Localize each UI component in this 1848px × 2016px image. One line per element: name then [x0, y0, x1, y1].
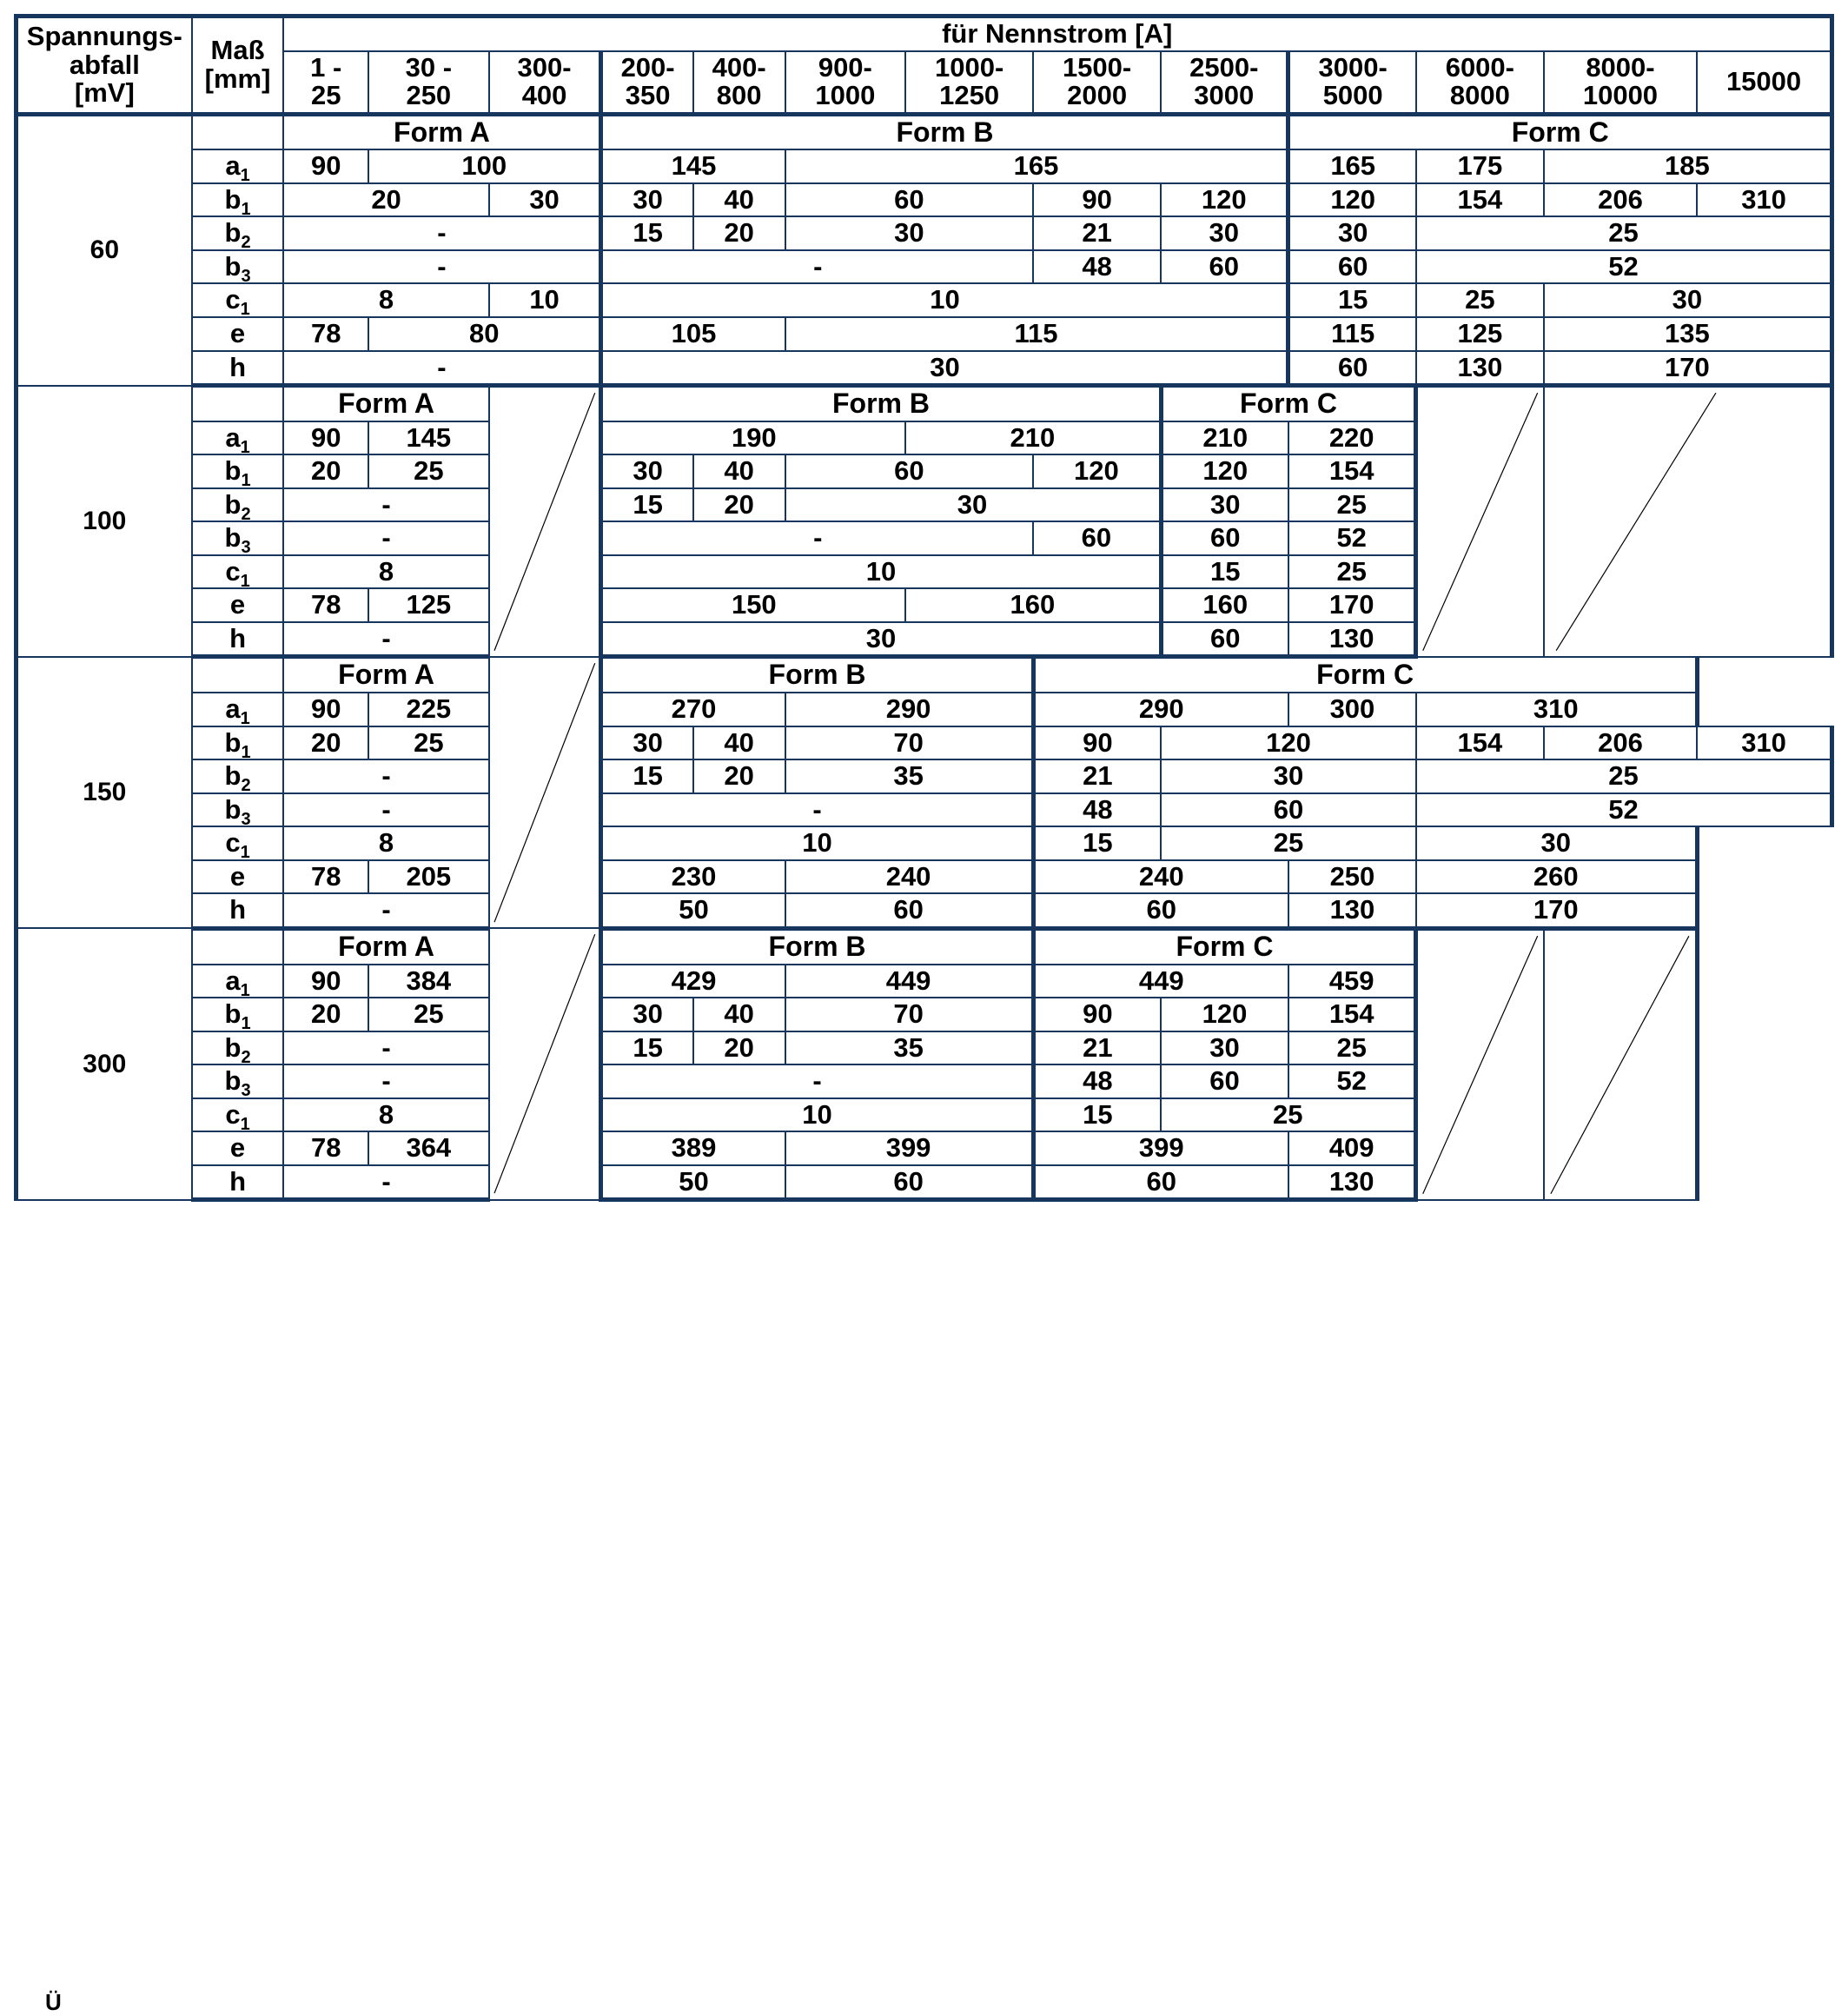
- footnote-text: Ü: [45, 1989, 62, 2015]
- cell-60-b1-7: 120: [1288, 183, 1416, 217]
- cell-100-c1-1: 10: [601, 555, 1161, 589]
- cell-150-c1-0: 8: [283, 826, 488, 860]
- cell-300-b2-6: 25: [1288, 1031, 1416, 1065]
- cell-150-e-2: 230: [601, 860, 785, 894]
- cell-300-h-0: -: [283, 1165, 488, 1200]
- cell-100-c1-0: 8: [283, 555, 488, 589]
- cell-150-e-5: 250: [1288, 860, 1416, 894]
- cell-150-b2-3: 35: [785, 759, 1034, 793]
- cell-60-h-3: 130: [1416, 351, 1544, 386]
- cell-100-b1-5: 120: [1033, 454, 1161, 488]
- cell-300-a1-5: 459: [1288, 965, 1416, 998]
- dim-label-a1: $a_1$: [192, 421, 284, 455]
- header-mass: [192, 17, 284, 115]
- cell-60-e-2: 105: [601, 317, 785, 351]
- dim-label-b2: $b_2$: [192, 759, 284, 793]
- header-spannungsabfall: [17, 17, 192, 115]
- cell-100-b1-4: 60: [785, 454, 1034, 488]
- form-a-label-300: Form A: [283, 928, 488, 964]
- cell-60-c1-4: 25: [1416, 283, 1544, 317]
- dim-label-b1: $b_1$: [192, 998, 284, 1031]
- cell-60-b1-9: 206: [1544, 183, 1697, 217]
- cell-300-b3-4: 52: [1288, 1064, 1416, 1098]
- cell-100-a1-3: 210: [905, 421, 1161, 455]
- cell-100-h-3: 130: [1288, 622, 1416, 657]
- cell-300-e-2: 389: [601, 1131, 785, 1165]
- cell-60-b3-4: 60: [1288, 250, 1416, 284]
- form-b-label-300: Form B: [601, 928, 1033, 964]
- cell-150-b1-4: 70: [785, 726, 1034, 760]
- cell-60-b2-0: -: [283, 216, 601, 250]
- table-header-row-2: [17, 51, 1832, 115]
- cell-100-b1-0: 20: [283, 454, 368, 488]
- cell-300-b3-3: 60: [1161, 1064, 1288, 1098]
- header-line-1: Spannungs-: [26, 21, 182, 51]
- row-e-150: [17, 860, 1832, 894]
- dim-label-c1: $c_1$: [192, 1098, 284, 1132]
- cell-150-b3-3: 60: [1161, 793, 1416, 827]
- cell-300-b2-0: -: [283, 1031, 488, 1065]
- cell-150-b2-0: -: [283, 759, 488, 793]
- voltage-label-300: 300: [17, 928, 192, 1199]
- cell-300-b2-1: 15: [601, 1031, 693, 1065]
- cell-60-b3-5: 52: [1416, 250, 1832, 284]
- form-row-spacer-60: [192, 114, 284, 149]
- cell-60-a1-2: 145: [601, 149, 785, 183]
- cell-150-c1-1: 10: [601, 826, 1033, 860]
- col-header-1000-1250: 1000- 1250: [905, 51, 1033, 115]
- cell-60-b2-4: 21: [1033, 216, 1161, 250]
- cell-150-b1-1: 25: [368, 726, 489, 760]
- cell-60-b2-7: 25: [1416, 216, 1832, 250]
- cell-150-c1-2: 15: [1033, 826, 1161, 860]
- cell-60-b1-2: 30: [601, 183, 693, 217]
- cell-60-c1-5: 30: [1544, 283, 1832, 317]
- cell-60-b1-10: 310: [1697, 183, 1831, 217]
- cell-300-a1-0: 90: [283, 965, 368, 998]
- dim-label-a1: $a_1$: [192, 965, 284, 998]
- cell-150-c1-4: 30: [1416, 826, 1697, 860]
- cell-60-b1-4: 60: [785, 183, 1034, 217]
- cell-60-b1-6: 120: [1161, 183, 1288, 217]
- header-mass-line-2: [mm]: [204, 63, 271, 94]
- block-300-form-row: [17, 928, 1832, 964]
- cell-150-h-0: -: [283, 893, 488, 928]
- cell-150-b1-9: 310: [1697, 726, 1831, 760]
- cell-60-b1-8: 154: [1416, 183, 1544, 217]
- cell-60-a1-1: 100: [368, 149, 601, 183]
- cell-300-a1-2: 429: [601, 965, 785, 998]
- row-b3-150: [17, 793, 1832, 827]
- form-b-label-150: Form B: [601, 657, 1033, 693]
- cell-150-a1-5: 300: [1288, 693, 1416, 726]
- cell-150-h-2: 60: [785, 893, 1034, 928]
- cell-100-b3-4: 52: [1288, 521, 1416, 555]
- form-c-label-100: Form C: [1161, 386, 1416, 421]
- cell-300-h-1: 50: [601, 1165, 785, 1200]
- cell-300-c1-1: 10: [601, 1098, 1033, 1132]
- cell-60-h-1: 30: [601, 351, 1288, 386]
- dim-label-e: e: [192, 860, 284, 894]
- cell-100-b1-1: 25: [368, 454, 489, 488]
- col-header-6000-8000: 6000- 8000: [1416, 51, 1544, 115]
- cell-300-a1-1: 384: [368, 965, 489, 998]
- na-diagonal-300-c: [1544, 928, 1697, 1199]
- table-header-row-1: [17, 17, 1832, 51]
- cell-300-b1-2: 30: [601, 998, 693, 1031]
- col-header-8000-10000: 8000- 10000: [1544, 51, 1697, 115]
- dim-label-h: h: [192, 893, 284, 928]
- dim-label-b3: $b_3$: [192, 250, 284, 284]
- col-header-900-1000: 900- 1000: [785, 51, 906, 115]
- dim-label-e: e: [192, 588, 284, 622]
- cell-300-c1-3: 25: [1161, 1098, 1416, 1132]
- cell-300-b1-7: 154: [1288, 998, 1416, 1031]
- cell-150-b2-1: 15: [601, 759, 693, 793]
- cell-150-e-6: 260: [1416, 860, 1697, 894]
- cell-100-b2-5: 25: [1288, 488, 1416, 522]
- cell-150-a1-4: 290: [1033, 693, 1288, 726]
- dim-label-b3: $b_3$: [192, 1064, 284, 1098]
- cell-60-c1-1: 10: [489, 283, 601, 317]
- col-header-1500-2000: 1500- 2000: [1033, 51, 1161, 115]
- dim-label-h: h: [192, 1165, 284, 1200]
- cell-300-b1-4: 70: [785, 998, 1034, 1031]
- cell-60-b1-1: 30: [489, 183, 601, 217]
- cell-300-b2-5: 30: [1161, 1031, 1288, 1065]
- dim-label-b1: $b_1$: [192, 726, 284, 760]
- cell-60-e-0: 78: [283, 317, 368, 351]
- cell-300-b1-0: 20: [283, 998, 368, 1031]
- cell-150-h-5: 170: [1416, 893, 1697, 928]
- cell-100-c1-2: 15: [1161, 555, 1288, 589]
- cell-300-b3-2: 48: [1033, 1064, 1161, 1098]
- cell-150-b1-6: 120: [1161, 726, 1416, 760]
- table-sheet: [0, 14, 1848, 2014]
- form-a-label-150: Form A: [283, 657, 488, 693]
- cell-100-a1-1: 145: [368, 421, 489, 455]
- cell-150-b2-2: 20: [693, 759, 785, 793]
- cell-60-a1-0: 90: [283, 149, 368, 183]
- cell-100-h-1: 30: [601, 622, 1161, 657]
- col-header-400-800: 400- 800: [693, 51, 785, 115]
- cell-100-b2-4: 30: [1161, 488, 1288, 522]
- voltage-label-150: 150: [17, 657, 192, 928]
- cell-150-h-3: 60: [1033, 893, 1288, 928]
- form-row-spacer-100: [192, 386, 284, 421]
- cell-300-b1-3: 40: [693, 998, 785, 1031]
- cell-300-b1-5: 90: [1033, 998, 1161, 1031]
- row-b2-150: [17, 759, 1832, 793]
- cell-60-e-6: 135: [1544, 317, 1832, 351]
- na-diagonal-150-a: [489, 657, 601, 928]
- dim-label-b1: $b_1$: [192, 454, 284, 488]
- cell-100-e-0: 78: [283, 588, 368, 622]
- cell-150-b1-3: 40: [693, 726, 785, 760]
- dim-label-a1: $a_1$: [192, 693, 284, 726]
- dim-label-b2: $b_2$: [192, 216, 284, 250]
- cell-150-b3-2: 48: [1033, 793, 1161, 827]
- cell-150-b2-4: 21: [1033, 759, 1161, 793]
- row-b2-60: [17, 216, 1832, 250]
- cell-150-a1-2: 270: [601, 693, 785, 726]
- form-row-spacer-300: [192, 928, 284, 964]
- col-header-1-25: 1 - 25: [283, 51, 368, 115]
- cell-150-b1-5: 90: [1033, 726, 1161, 760]
- col-header-200-350: 200- 350: [601, 51, 693, 115]
- cell-100-c1-3: 25: [1288, 555, 1416, 589]
- dim-label-h: h: [192, 622, 284, 657]
- cell-60-a1-5: 175: [1416, 149, 1544, 183]
- cell-150-b2-5: 30: [1161, 759, 1416, 793]
- cell-100-a1-2: 190: [601, 421, 905, 455]
- na-diagonal-300-b: [1416, 928, 1544, 1199]
- row-a1-150: [17, 693, 1832, 726]
- cell-150-b2-6: 25: [1416, 759, 1832, 793]
- voltage-label-60: 60: [17, 114, 192, 385]
- col-header-300-400: 300- 400: [489, 51, 601, 115]
- cell-100-e-5: 170: [1288, 588, 1416, 622]
- cell-150-e-0: 78: [283, 860, 368, 894]
- dim-label-h: h: [192, 351, 284, 386]
- cell-60-b3-2: 48: [1033, 250, 1161, 284]
- cell-100-b3-1: -: [601, 521, 1033, 555]
- cell-300-b3-0: -: [283, 1064, 488, 1098]
- cell-60-a1-6: 185: [1544, 149, 1832, 183]
- cell-100-a1-5: 220: [1288, 421, 1416, 455]
- form-a-label-60: Form A: [283, 114, 601, 149]
- cell-60-a1-4: 165: [1288, 149, 1416, 183]
- cell-100-b1-6: 120: [1161, 454, 1288, 488]
- cell-100-b2-3: 30: [785, 488, 1162, 522]
- dim-label-b3: $b_3$: [192, 521, 284, 555]
- cell-150-b1-0: 20: [283, 726, 368, 760]
- cell-300-b2-4: 21: [1033, 1031, 1161, 1065]
- cell-300-b1-6: 120: [1161, 998, 1288, 1031]
- cell-100-b3-3: 60: [1161, 521, 1288, 555]
- cell-150-e-4: 240: [1033, 860, 1288, 894]
- row-c1-60: [17, 283, 1832, 317]
- cell-100-e-1: 125: [368, 588, 489, 622]
- dim-label-e: e: [192, 317, 284, 351]
- dim-label-b3: $b_3$: [192, 793, 284, 827]
- cell-60-b2-2: 20: [693, 216, 785, 250]
- row-h-150: [17, 893, 1832, 928]
- cell-300-h-2: 60: [785, 1165, 1034, 1200]
- cell-150-b1-2: 30: [601, 726, 693, 760]
- cell-300-e-1: 364: [368, 1131, 489, 1165]
- form-a-label-100: Form A: [283, 386, 488, 421]
- cell-60-b3-0: -: [283, 250, 601, 284]
- voltage-label-100: 100: [17, 386, 192, 657]
- cell-100-b3-0: -: [283, 521, 488, 555]
- block-150-form-row: [17, 657, 1832, 693]
- row-e-60: [17, 317, 1832, 351]
- cell-300-h-4: 130: [1288, 1165, 1416, 1200]
- cell-300-e-0: 78: [283, 1131, 368, 1165]
- cell-60-h-2: 60: [1288, 351, 1416, 386]
- row-a1-60: [17, 149, 1832, 183]
- cell-60-b1-5: 90: [1033, 183, 1161, 217]
- cell-60-c1-0: 8: [283, 283, 488, 317]
- cell-60-e-1: 80: [368, 317, 601, 351]
- header-mass-line-1: Maß: [210, 35, 265, 66]
- col-header-2500-3000: 2500- 3000: [1161, 51, 1288, 115]
- cell-60-h-4: 170: [1544, 351, 1832, 386]
- dim-label-b2: $b_2$: [192, 488, 284, 522]
- cell-100-h-0: -: [283, 622, 488, 657]
- dim-label-c1: $c_1$: [192, 826, 284, 860]
- cell-100-e-4: 160: [1161, 588, 1288, 622]
- cell-100-b1-2: 30: [601, 454, 693, 488]
- cell-60-e-4: 115: [1288, 317, 1416, 351]
- cell-150-a1-1: 225: [368, 693, 489, 726]
- cell-100-h-2: 60: [1161, 622, 1288, 657]
- row-h-60: [17, 351, 1832, 386]
- cell-60-c1-2: 10: [601, 283, 1288, 317]
- row-c1-150: [17, 826, 1832, 860]
- header-line-2: abfall: [69, 49, 140, 80]
- cell-60-b3-1: -: [601, 250, 1033, 284]
- cell-300-b3-1: -: [601, 1064, 1033, 1098]
- cell-150-b1-8: 206: [1544, 726, 1697, 760]
- cell-300-c1-2: 15: [1033, 1098, 1161, 1132]
- col-header-15000: 15000: [1697, 51, 1831, 115]
- cell-100-a1-0: 90: [283, 421, 368, 455]
- cell-150-b1-7: 154: [1416, 726, 1544, 760]
- block-60-form-row: [17, 114, 1832, 149]
- cell-150-b3-0: -: [283, 793, 488, 827]
- cell-300-b1-1: 25: [368, 998, 489, 1031]
- cell-150-c1-3: 25: [1161, 826, 1416, 860]
- cell-60-c1-3: 15: [1288, 283, 1416, 317]
- cell-300-b2-3: 35: [785, 1031, 1034, 1065]
- cell-60-b2-5: 30: [1161, 216, 1288, 250]
- na-diagonal-100-a: [489, 386, 601, 657]
- cell-300-h-3: 60: [1033, 1165, 1288, 1200]
- dim-label-b2: $b_2$: [192, 1031, 284, 1065]
- cell-100-b1-7: 154: [1288, 454, 1416, 488]
- cell-150-a1-0: 90: [283, 693, 368, 726]
- na-diagonal-100-b: [1416, 386, 1544, 657]
- cell-150-e-1: 205: [368, 860, 489, 894]
- cell-60-e-5: 125: [1416, 317, 1544, 351]
- cell-300-b2-2: 20: [693, 1031, 785, 1065]
- dim-label-c1: $c_1$: [192, 555, 284, 589]
- cell-100-e-3: 160: [905, 588, 1161, 622]
- cell-100-a1-4: 210: [1161, 421, 1288, 455]
- cell-150-e-3: 240: [785, 860, 1034, 894]
- cell-300-e-4: 399: [1033, 1131, 1288, 1165]
- cell-100-b3-2: 60: [1033, 521, 1161, 555]
- header-nennstrom: für Nennstrom [A]: [283, 17, 1831, 51]
- row-b1-60: [17, 183, 1832, 217]
- cell-60-b1-3: 40: [693, 183, 785, 217]
- cell-60-b2-3: 30: [785, 216, 1034, 250]
- cell-60-b2-1: 15: [601, 216, 693, 250]
- cell-60-h-0: -: [283, 351, 601, 386]
- form-c-label-60: Form C: [1288, 114, 1832, 149]
- cell-100-b2-1: 15: [601, 488, 693, 522]
- dim-label-e: e: [192, 1131, 284, 1165]
- cell-100-b2-0: -: [283, 488, 488, 522]
- cell-100-b1-3: 40: [693, 454, 785, 488]
- cell-300-a1-3: 449: [785, 965, 1034, 998]
- cell-150-a1-6: 310: [1416, 693, 1697, 726]
- form-b-label-60: Form B: [601, 114, 1288, 149]
- row-b1-150: [17, 726, 1832, 760]
- row-b3-60: [17, 250, 1832, 284]
- dim-label-a1: $a_1$: [192, 149, 284, 183]
- header-line-3: [mV]: [74, 77, 135, 109]
- cell-60-b3-3: 60: [1161, 250, 1288, 284]
- cell-100-e-2: 150: [601, 588, 905, 622]
- na-diagonal-300-a: [489, 928, 601, 1199]
- col-header-3000-5000: 3000- 5000: [1288, 51, 1416, 115]
- cell-150-b3-4: 52: [1416, 793, 1832, 827]
- na-diagonal-100-c: [1544, 386, 1832, 657]
- dim-label-b1: $b_1$: [192, 183, 284, 217]
- cell-60-e-3: 115: [785, 317, 1288, 351]
- cell-150-b3-1: -: [601, 793, 1033, 827]
- form-row-spacer-150: [192, 657, 284, 693]
- dimension-table: [14, 14, 1834, 1202]
- cell-150-h-1: 50: [601, 893, 785, 928]
- cell-60-b2-6: 30: [1288, 216, 1416, 250]
- cell-300-e-3: 399: [785, 1131, 1034, 1165]
- dim-label-c1: $c_1$: [192, 283, 284, 317]
- cell-150-h-4: 130: [1288, 893, 1416, 928]
- form-c-label-150: Form C: [1033, 657, 1697, 693]
- form-c-label-300: Form C: [1033, 928, 1416, 964]
- cell-300-e-5: 409: [1288, 1131, 1416, 1165]
- form-b-label-100: Form B: [601, 386, 1161, 421]
- cell-100-b2-2: 20: [693, 488, 785, 522]
- cell-60-a1-3: 165: [785, 149, 1288, 183]
- col-header-30-250: 30 - 250: [368, 51, 489, 115]
- block-100-form-row: [17, 386, 1832, 421]
- cell-150-a1-3: 290: [785, 693, 1034, 726]
- cell-300-a1-4: 449: [1033, 965, 1288, 998]
- cell-300-c1-0: 8: [283, 1098, 488, 1132]
- cell-60-b1-0: 20: [283, 183, 488, 217]
